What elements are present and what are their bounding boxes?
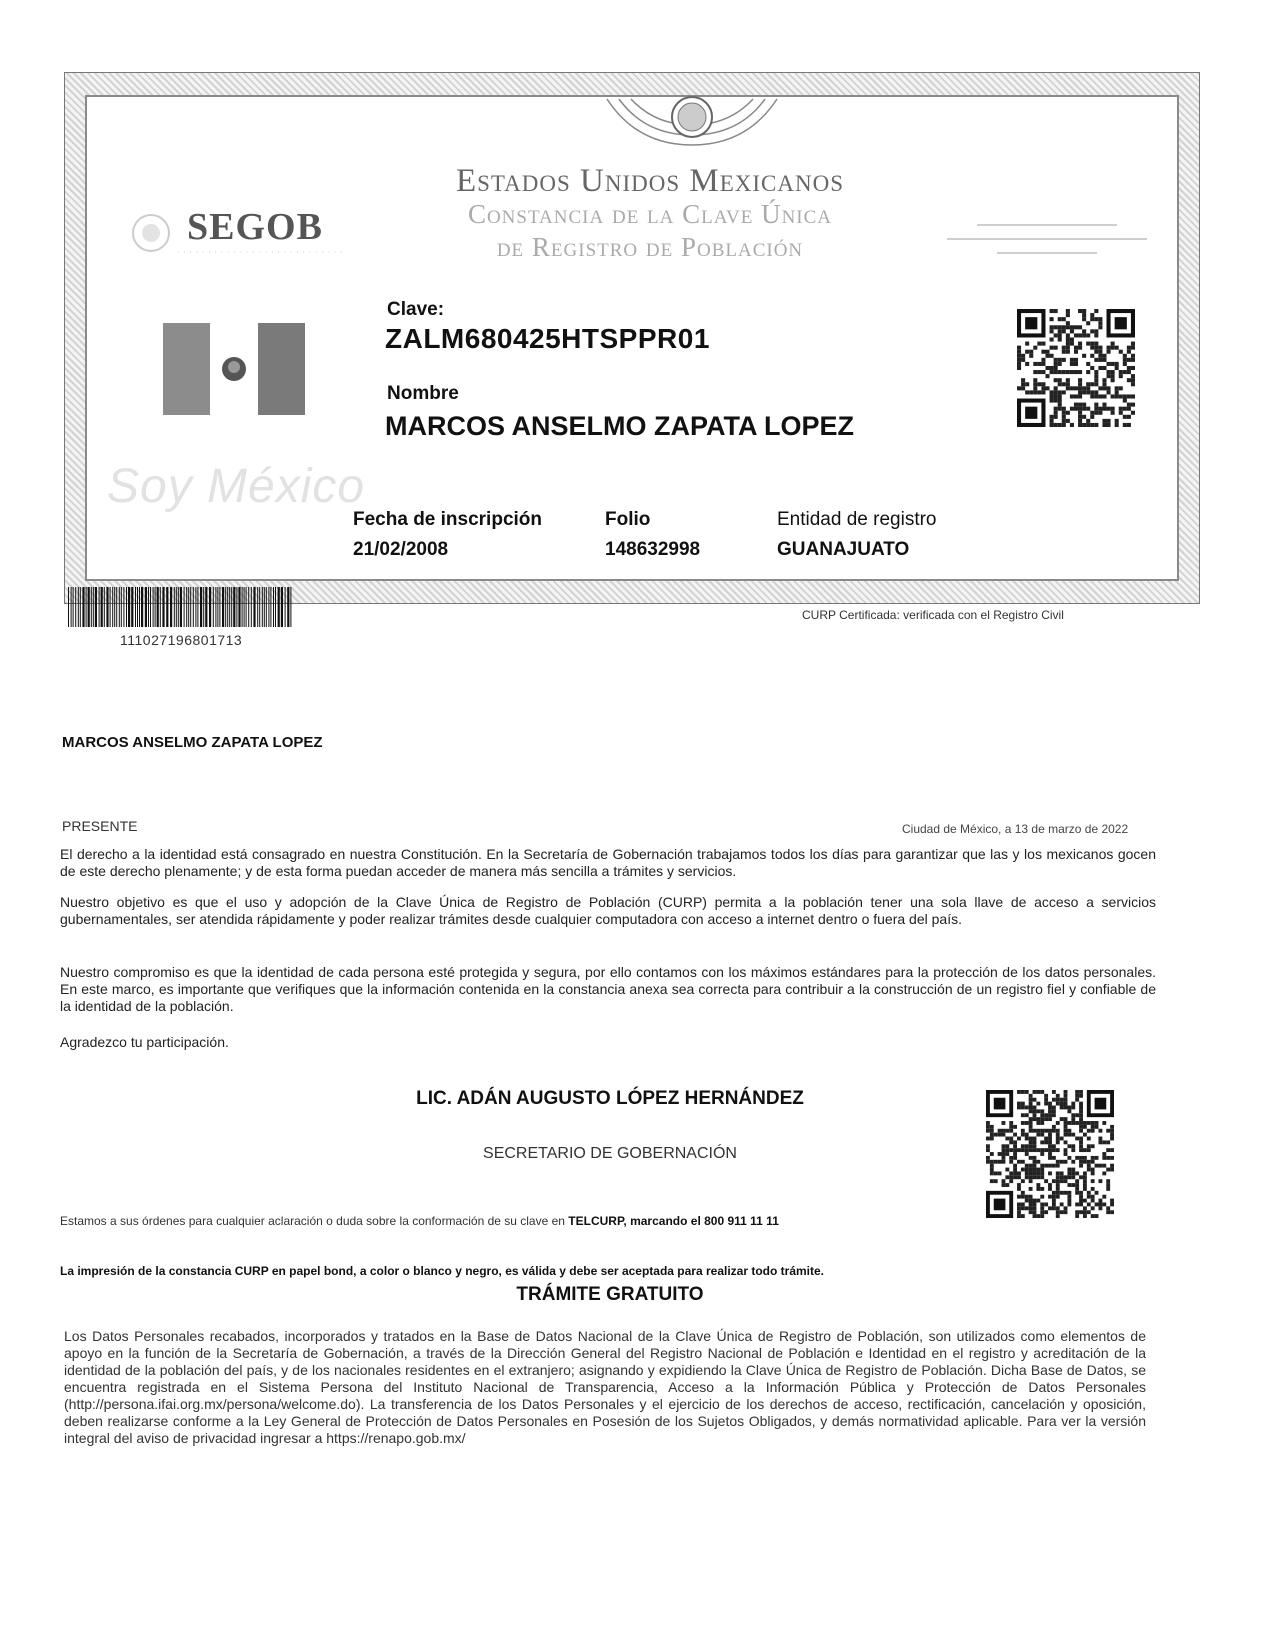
entidad-label: Entidad de registro — [777, 509, 937, 530]
soy-mexico-watermark: Soy México — [107, 460, 366, 513]
segob-logo: SEGOB — [187, 206, 323, 248]
segob-emblem-icon — [127, 211, 175, 255]
privacy-notice: Los Datos Personales recabados, incorporados y tratados en la Base de Datos Nacional de la Clave Única de Registro de Población, son utilizados como elementos de apoyo en la función de la Secretaría de Gobernación, a través de la Dirección General del Registro Nacional de Población e Identidad en el registro y acreditación de la identidad de la población del país, y de los nacionales residentes en el extranjero; asignando y expidiendo la Clave Única de Registro de Población. Dicha Base de Datos, se encuentra registrada en el Sistema Persona del Instituto Nacional de Transparencia, Acceso a la Información Pública y Protección de Datos Personales (http://persona.ifai.org.mx/persona/welcome.do). La transferencia de los Datos Personales y el ejercicio de los derechos de acceso, rectificación, cancelación y oposición, deben realizarse conforme a la Ley General de Protección de Datos Personales en Posesión de los Sujetos Obligados, y demás normatividad aplicable. Para ver la versión integral del aviso de privacidad ingresar a https://renapo.gob.mx/ — [64, 1328, 1146, 1446]
clave-value: ZALM680425HTSPPR01 — [385, 323, 710, 354]
paragraph-2: Nuestro objetivo es que el uso y adopción de la Clave Única de Registro de Población (CURP) permita a la población tener una sola llave de acceso a servicios gubernamentales, ser atendida rápidamente y poder realizar trámites desde cualquier computadora con acceso a internet dentro o fuera del país. — [60, 894, 1156, 927]
nombre-label: Nombre — [387, 383, 459, 404]
paragraph-4: Agradezco tu participación. — [60, 1034, 229, 1050]
title-line-2: Constancia de la Clave Única — [467, 199, 833, 229]
qr-code-icon — [1017, 309, 1135, 427]
entidad-value: GUANAJUATO — [777, 539, 910, 560]
print-validity-note: La impresión de la constancia CURP en papel bond, a color o blanco y negro, es válida y debe ser aceptada para realizar todo trámite. — [60, 1264, 825, 1278]
contact-text: Estamos a sus órdenes para cualquier aclaración o duda sobre la conformación de su clave en — [60, 1214, 569, 1228]
letter-date: Ciudad de México, a 13 de marzo de 2022 — [902, 822, 1129, 836]
contact-note — [60, 1214, 779, 1228]
signatory-name: LIC. ADÁN AUGUSTO LÓPEZ HERNÁNDEZ — [416, 1088, 804, 1109]
curp-certificada-note: CURP Certificada: verificada con el Registro Civil — [802, 608, 1064, 622]
letter-recipient: MARCOS ANSELMO ZAPATA LOPEZ — [62, 734, 323, 751]
barcode-icon — [66, 587, 296, 627]
faint-agency-seal — [937, 217, 1157, 265]
nombre-value: MARCOS ANSELMO ZAPATA LOPEZ — [385, 411, 854, 441]
mexican-flag-icon — [163, 323, 305, 415]
fecha-inscripcion-value: 21/02/2008 — [353, 539, 449, 560]
certificate-frame — [64, 72, 1200, 604]
national-seal-icon — [597, 95, 787, 153]
clave-label: Clave: — [387, 299, 445, 320]
contact-phone: TELCURP, marcando el 800 911 11 11 — [568, 1214, 779, 1228]
paragraph-1: El derecho a la identidad está consagrado en nuestra Constitución. En la Secretaría de Gobernación trabajamos todos los días para garantizar que las y los mexicanos gocen de este derecho plenamente; y de esta forma puedan acceder de manera más sencilla a trámites y servicios. — [60, 846, 1156, 879]
paragraph-3: Nuestro compromiso es que la identidad de cada persona esté protegida y segura, por ello contamos con los máximos estándares para la protección de los datos personales. En este marco, es importante que verifiques que la información contenida en la constancia anexa sea correcta para contribuir a la construcción de un registro fiel y confiable de la identidad de la población. — [60, 964, 1156, 1014]
fecha-inscripcion-label: Fecha de inscripción — [353, 509, 542, 530]
signature-qr-code-icon — [986, 1090, 1114, 1218]
barcode-number: 111027196801713 — [120, 632, 243, 648]
folio-value: 148632998 — [605, 539, 701, 560]
title-line-3: de Registro de Población — [496, 232, 804, 262]
presente-label: PRESENTE — [62, 818, 138, 834]
title-line-1: Estados Unidos Mexicanos — [455, 163, 844, 199]
signatory-title: SECRETARIO DE GOBERNACIÓN — [483, 1145, 737, 1162]
folio-label: Folio — [605, 509, 651, 530]
certificate-panel — [85, 95, 1179, 581]
segob-subtitle-decoration: · · · · · · · · · · · · · · · · · · · · · · · · · · · — [177, 249, 344, 256]
tramite-gratuito-heading: TRÁMITE GRATUITO — [516, 1284, 704, 1305]
